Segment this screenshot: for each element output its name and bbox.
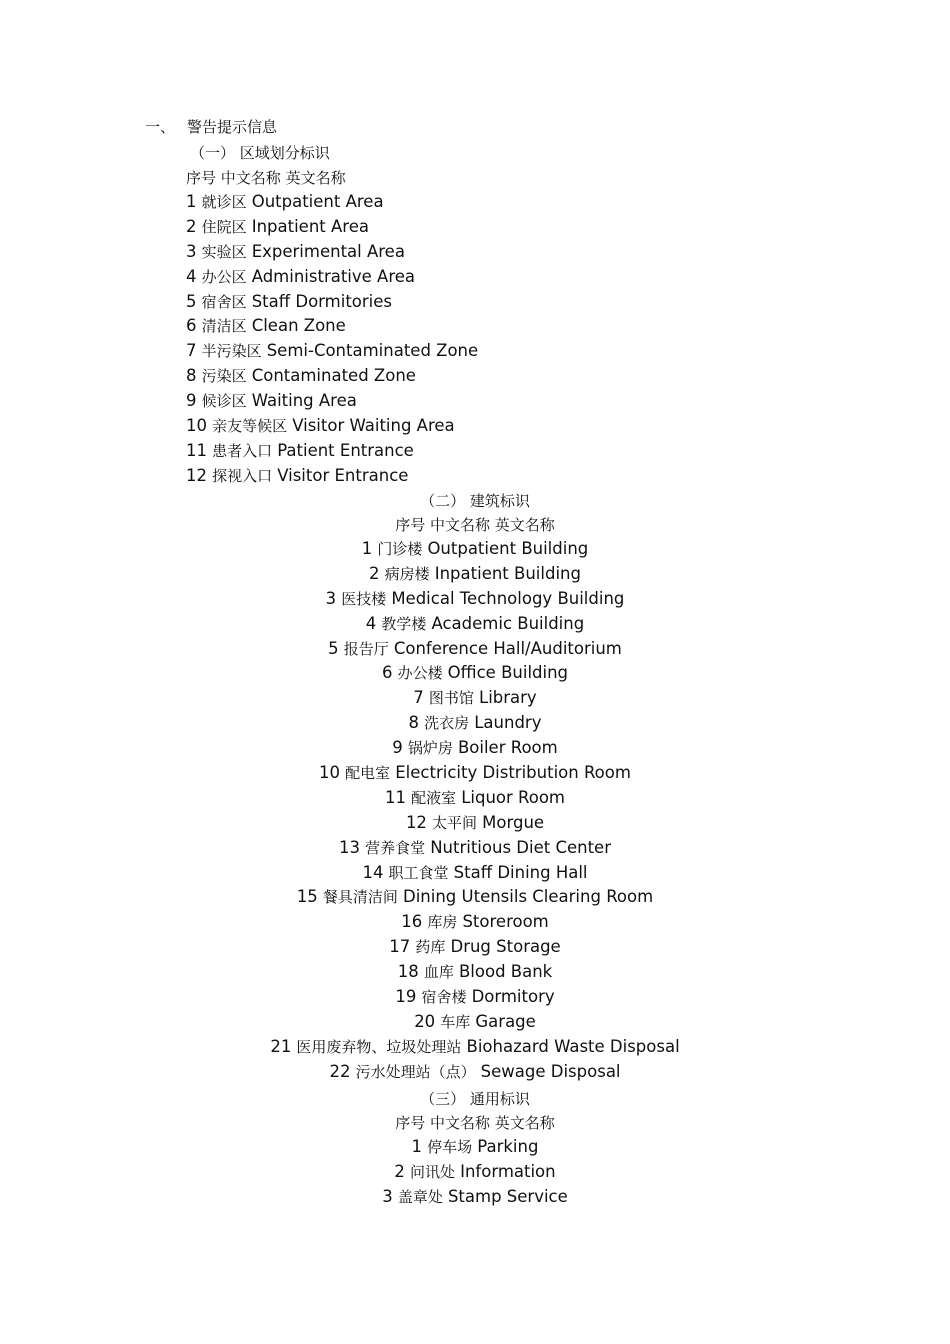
sign-list xyxy=(186,190,478,489)
item-number: 9 xyxy=(186,391,197,411)
item-number: 2 xyxy=(186,216,197,236)
list-item xyxy=(0,637,950,662)
item-english-name: Contaminated Zone xyxy=(251,366,416,386)
list-item xyxy=(0,836,950,861)
item-number: 16 xyxy=(401,912,423,932)
item-english-name: Biohazard Waste Disposal xyxy=(466,1036,680,1056)
col-header-cn: 中文名称 xyxy=(429,1114,490,1132)
item-chinese-name: 盖章处 xyxy=(397,1187,443,1206)
list-item xyxy=(0,960,950,985)
column-header-row xyxy=(186,167,478,190)
section-zone-signs xyxy=(186,142,478,489)
item-number: 20 xyxy=(414,1011,436,1031)
item-number: 18 xyxy=(397,962,419,982)
item-number: 2 xyxy=(369,563,380,583)
item-number: 6 xyxy=(381,663,393,683)
item-chinese-name: 门诊楼 xyxy=(377,540,423,558)
item-number: 1 xyxy=(361,539,373,558)
item-english-name: Laundry xyxy=(474,713,542,733)
col-header-en: 英文名称 xyxy=(285,169,346,187)
item-chinese-name: 清洁区 xyxy=(201,317,247,336)
section-general-signs xyxy=(0,1087,950,1210)
item-english-name: Dormitory xyxy=(471,987,555,1007)
item-number: 7 xyxy=(186,341,197,361)
list-item xyxy=(0,1135,950,1160)
list-item xyxy=(0,612,950,637)
item-chinese-name: 太平间 xyxy=(432,813,478,832)
item-number: 17 xyxy=(389,937,411,957)
item-chinese-name: 就诊区 xyxy=(201,193,247,211)
item-english-name: Electricity Distribution Room xyxy=(395,763,631,783)
list-item xyxy=(186,414,478,439)
list-item xyxy=(186,314,478,339)
item-chinese-name: 实验区 xyxy=(201,242,247,261)
item-number: 21 xyxy=(270,1036,292,1056)
item-english-name: Outpatient Area xyxy=(251,192,384,211)
list-item xyxy=(186,389,478,414)
item-chinese-name: 配液室 xyxy=(411,788,457,807)
item-chinese-name: 亲友等候区 xyxy=(212,417,288,436)
item-chinese-name: 病房楼 xyxy=(384,564,430,583)
item-number: 4 xyxy=(186,266,197,286)
item-english-name: Drug Storage xyxy=(450,937,561,957)
col-header-en: 英文名称 xyxy=(494,1114,555,1132)
item-english-name: Staff Dormitories xyxy=(251,291,393,311)
subsection-title: 通用标识 xyxy=(469,1090,530,1108)
list-item xyxy=(186,464,478,489)
item-english-name: Stamp Service xyxy=(447,1186,568,1206)
item-number: 6 xyxy=(186,316,197,336)
item-number: 15 xyxy=(296,887,318,907)
item-number: 2 xyxy=(394,1161,405,1181)
list-item xyxy=(0,587,950,612)
list-item xyxy=(0,985,950,1010)
item-chinese-name: 车库 xyxy=(440,1012,471,1031)
list-item xyxy=(0,910,950,935)
item-number: 3 xyxy=(382,1186,393,1206)
item-number: 3 xyxy=(186,241,197,261)
item-english-name: Liquor Room xyxy=(461,787,566,807)
item-english-name: Office Building xyxy=(447,663,569,683)
item-chinese-name: 宿舍区 xyxy=(201,292,247,311)
item-english-name: Inpatient Building xyxy=(434,563,581,583)
item-number: 8 xyxy=(408,713,420,733)
list-item xyxy=(186,439,478,464)
item-chinese-name: 锅炉房 xyxy=(407,739,453,758)
item-english-name: Boiler Room xyxy=(457,738,558,758)
subsection-heading xyxy=(0,489,950,513)
list-item xyxy=(0,935,950,960)
column-header-row xyxy=(0,1111,950,1135)
col-header-no: 序号 xyxy=(395,516,426,534)
item-chinese-name: 配电室 xyxy=(345,764,391,783)
list-item xyxy=(186,364,478,389)
list-item xyxy=(0,1160,950,1185)
item-number: 10 xyxy=(319,763,341,783)
section-heading xyxy=(145,116,277,137)
item-chinese-name: 候诊区 xyxy=(201,392,247,411)
col-header-no: 序号 xyxy=(186,169,217,187)
item-english-name: Blood Bank xyxy=(458,962,553,982)
item-english-name: Administrative Area xyxy=(251,266,416,286)
item-chinese-name: 半污染区 xyxy=(201,342,262,361)
item-chinese-name: 医技楼 xyxy=(341,589,387,608)
item-number: 19 xyxy=(395,987,417,1007)
heading-number: 一、 xyxy=(145,118,176,136)
item-english-name: Visitor Waiting Area xyxy=(292,416,455,436)
list-item xyxy=(0,861,950,886)
item-chinese-name: 营养食堂 xyxy=(365,838,426,857)
item-number: 10 xyxy=(186,416,207,436)
item-number: 9 xyxy=(392,738,403,758)
item-chinese-name: 餐具清洁间 xyxy=(322,888,398,907)
item-number: 12 xyxy=(405,812,427,832)
item-chinese-name: 污水处理站（点） xyxy=(355,1062,476,1081)
subsection-heading xyxy=(186,142,478,167)
list-item xyxy=(0,562,950,587)
item-english-name: Staff Dining Hall xyxy=(453,862,588,882)
item-chinese-name: 宿舍楼 xyxy=(421,988,467,1007)
subsection-title: 建筑标识 xyxy=(469,492,530,510)
item-english-name: Storeroom xyxy=(462,912,549,932)
item-english-name: Nutritious Diet Center xyxy=(430,837,611,857)
item-english-name: Medical Technology Building xyxy=(391,588,625,608)
item-english-name: Academic Building xyxy=(431,613,585,633)
section-building-signs xyxy=(0,489,950,1085)
column-header-row xyxy=(0,513,950,537)
sign-list xyxy=(0,537,950,1085)
item-english-name: Parking xyxy=(477,1137,539,1156)
item-chinese-name: 报告厅 xyxy=(343,639,389,658)
list-item xyxy=(0,736,950,761)
list-item xyxy=(0,686,950,711)
item-chinese-name: 探视入口 xyxy=(212,466,273,485)
item-english-name: Waiting Area xyxy=(251,391,357,411)
subsection-title: 区域划分标识 xyxy=(239,144,330,162)
subsection-label: （二） xyxy=(420,492,466,510)
list-item xyxy=(0,1185,950,1210)
list-item xyxy=(186,190,478,215)
item-chinese-name: 洗衣房 xyxy=(424,714,470,733)
item-number: 13 xyxy=(339,837,360,857)
item-english-name: Information xyxy=(460,1161,556,1181)
col-header-cn: 中文名称 xyxy=(220,169,281,187)
item-chinese-name: 住院区 xyxy=(201,217,247,236)
col-header-no: 序号 xyxy=(395,1114,426,1132)
item-number: 5 xyxy=(328,638,339,658)
item-chinese-name: 患者入口 xyxy=(212,441,273,460)
list-item xyxy=(186,265,478,290)
subsection-label: （一） xyxy=(190,144,236,162)
item-chinese-name: 办公楼 xyxy=(397,664,443,683)
item-chinese-name: 血库 xyxy=(423,963,454,982)
item-number: 3 xyxy=(325,588,337,608)
item-chinese-name: 停车场 xyxy=(427,1138,473,1156)
item-english-name: Outpatient Building xyxy=(427,539,589,558)
list-item xyxy=(186,215,478,240)
item-english-name: Dining Utensils Clearing Room xyxy=(403,887,654,907)
item-english-name: Visitor Entrance xyxy=(277,465,409,485)
item-english-name: Sewage Disposal xyxy=(480,1061,621,1081)
item-number: 4 xyxy=(365,613,377,633)
item-chinese-name: 问讯处 xyxy=(409,1162,455,1181)
item-english-name: Conference Hall/Auditorium xyxy=(393,638,622,658)
item-chinese-name: 医用废弃物、垃圾处理站 xyxy=(296,1037,462,1056)
item-number: 5 xyxy=(186,291,197,311)
list-item xyxy=(0,761,950,786)
item-number: 14 xyxy=(362,862,384,882)
list-item xyxy=(0,786,950,811)
item-number: 7 xyxy=(413,688,424,708)
col-header-cn: 中文名称 xyxy=(429,516,490,534)
item-english-name: Morgue xyxy=(482,812,545,832)
item-english-name: Semi-Contaminated Zone xyxy=(266,341,479,361)
list-item xyxy=(0,1060,950,1085)
item-number: 11 xyxy=(186,440,207,460)
list-item xyxy=(0,885,950,910)
list-item xyxy=(0,537,950,562)
item-chinese-name: 图书馆 xyxy=(428,689,474,708)
item-english-name: Garage xyxy=(475,1011,536,1031)
list-item xyxy=(0,661,950,686)
item-number: 12 xyxy=(186,465,207,485)
item-number: 1 xyxy=(411,1137,423,1156)
item-chinese-name: 污染区 xyxy=(201,367,247,386)
item-number: 22 xyxy=(329,1061,351,1081)
subsection-label: （三） xyxy=(420,1090,466,1108)
item-number: 11 xyxy=(384,787,406,807)
subsection-heading xyxy=(0,1087,950,1111)
item-chinese-name: 库房 xyxy=(427,913,458,932)
sign-list xyxy=(0,1135,950,1210)
list-item xyxy=(186,339,478,364)
item-number: 1 xyxy=(186,192,197,211)
list-item xyxy=(0,811,950,836)
item-english-name: Experimental Area xyxy=(251,241,405,261)
list-item xyxy=(186,290,478,315)
item-chinese-name: 办公区 xyxy=(201,267,247,286)
list-item xyxy=(0,711,950,736)
list-item xyxy=(186,240,478,265)
item-english-name: Clean Zone xyxy=(251,316,346,336)
list-item xyxy=(0,1035,950,1060)
item-chinese-name: 教学楼 xyxy=(381,614,427,633)
heading-title: 警告提示信息 xyxy=(187,118,278,136)
item-english-name: Inpatient Area xyxy=(251,216,369,236)
item-number: 8 xyxy=(186,366,197,386)
col-header-en: 英文名称 xyxy=(494,516,555,534)
item-chinese-name: 职工食堂 xyxy=(388,863,449,882)
item-english-name: Patient Entrance xyxy=(277,440,414,460)
list-item xyxy=(0,1010,950,1035)
item-chinese-name: 药库 xyxy=(415,938,446,957)
item-english-name: Library xyxy=(479,688,537,708)
